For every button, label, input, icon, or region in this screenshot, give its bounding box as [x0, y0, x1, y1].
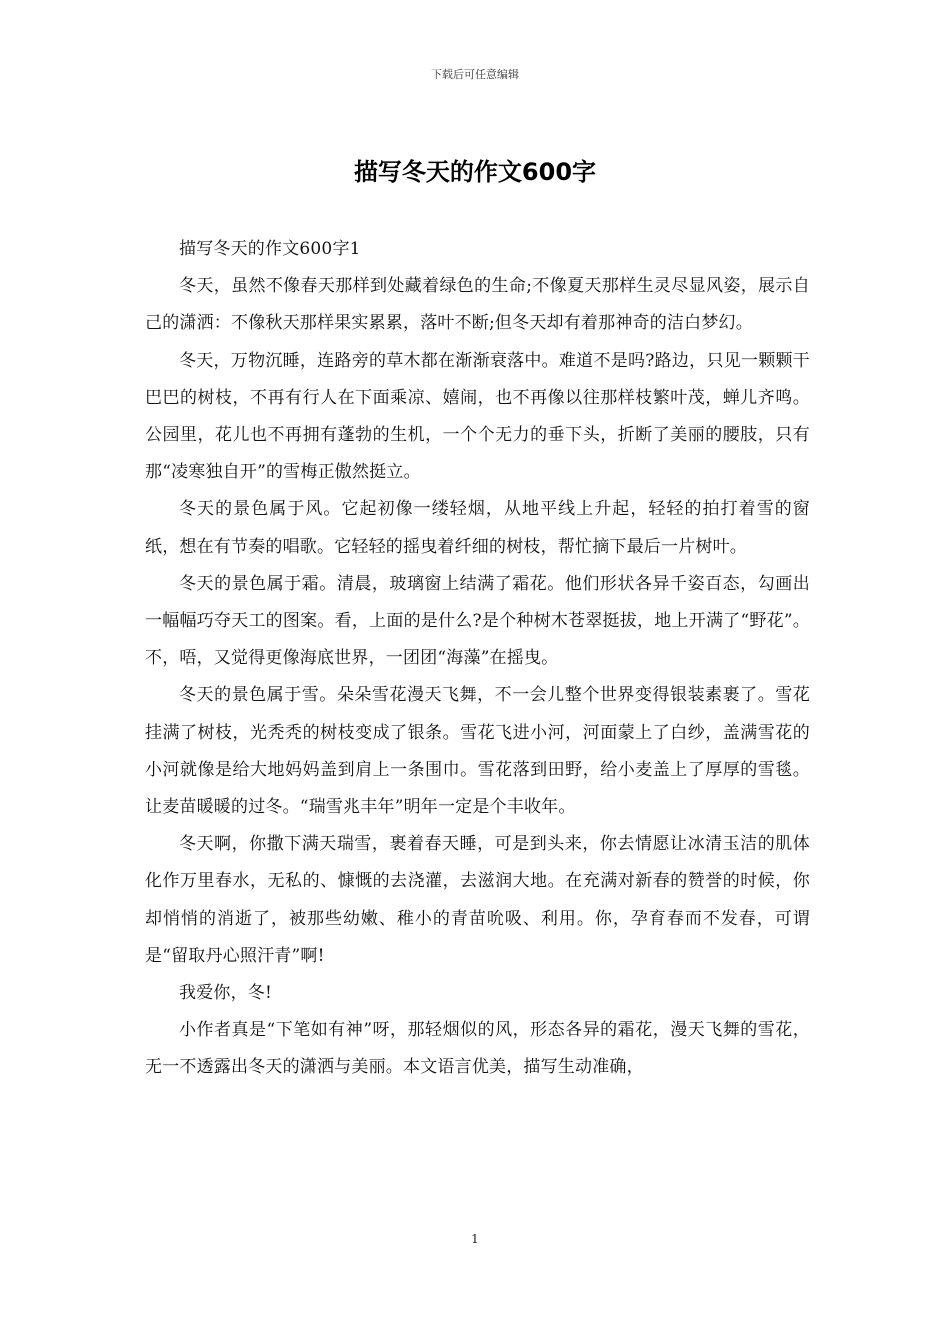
document-title: 描写冬天的作文600字: [353, 158, 597, 186]
essay-subtitle: 描写冬天的作文600字1: [179, 239, 361, 259]
paragraph-sleeping-nature: 冬天，万物沉睡，连路旁的草木都在渐渐衰落中。难道不是吗?路边，只见一颗颗干巴巴的树枝，不再有行人在下面乘凉、嬉闹，也不再像以往那样枝繁叶茂，蝉儿齐鸣。公园里，花儿也不再拥有蓬勃的生机，一个个无力的垂下头，折断了美丽的腰肢，只有那“凌寒独自开”的雪梅正傲然挺立。: [145, 350, 810, 483]
paragraph-intro: 冬天，虽然不像春天那样到处藏着绿色的生命;不像夏天那样生灵尽显风姿，展示自己的潇洒：不像秋天那样果实累累，落叶不断;但冬天却有着那神奇的洁白梦幻。: [145, 276, 810, 334]
paragraph-frost: 冬天的景色属于霜。清晨，玻璃窗上结满了霜花。他们形状各异千姿百态，勾画出一幅幅巧夺天工的图案。看，上面的是什么?是个种树木苍翠挺拔，地上开满了“野花”。不，唔，又觉得更像海底世界，一团团“海藻”在摇曳。: [145, 573, 810, 669]
paragraph-love-winter: 我爱你，冬!: [179, 983, 273, 1004]
document-body: [145, 231, 810, 1087]
paragraph-comment: 小作者真是“下笔如有神”呀，那轻烟似的风，形态各异的霜花，漫天飞舞的雪花，无一不透露出冬天的潇洒与美丽。本文语言优美，描写生动准确，: [145, 1020, 810, 1078]
page-header: 下载后可任意编辑: [431, 68, 519, 81]
paragraph-praise: 冬天啊，你撒下满天瑞雪，裹着春天睡，可是到头来，你去情愿让冰清玉洁的肌体化作万里春水，无私的、慷慨的去浇灌，去滋润大地。在充满对新春的赞誉的时候，你却悄悄的消逝了，被那些幼嫩、稚小的青苗吮吸、利用。你，孕育春而不发春，可谓是“留取丹心照汗青”啊!: [145, 834, 810, 966]
page-number: 1: [471, 1232, 479, 1246]
paragraph-snow: 冬天的景色属于雪。朵朵雪花漫天飞舞，不一会儿整个世界变得银装素裹了。雪花挂满了树枝，光秃秃的树枝变成了银条。雪花飞进小河，河面蒙上了白纱，盖满雪花的小河就像是给大地妈妈盖到肩上一条围巾。雪花落到田野，给小麦盖上了厚厚的雪毯。让麦苗暖暖的过冬。“瑞雪兆丰年”明年一定是个丰收年。: [145, 685, 810, 818]
paragraph-wind: 冬天的景色属于风。它起初像一缕轻烟，从地平线上升起，轻轻的拍打着雪的窗纸，想在有节奏的唱歌。它轻轻的摇曳着纤细的树枝，帮忙摘下最后一片树叶。: [145, 499, 810, 557]
